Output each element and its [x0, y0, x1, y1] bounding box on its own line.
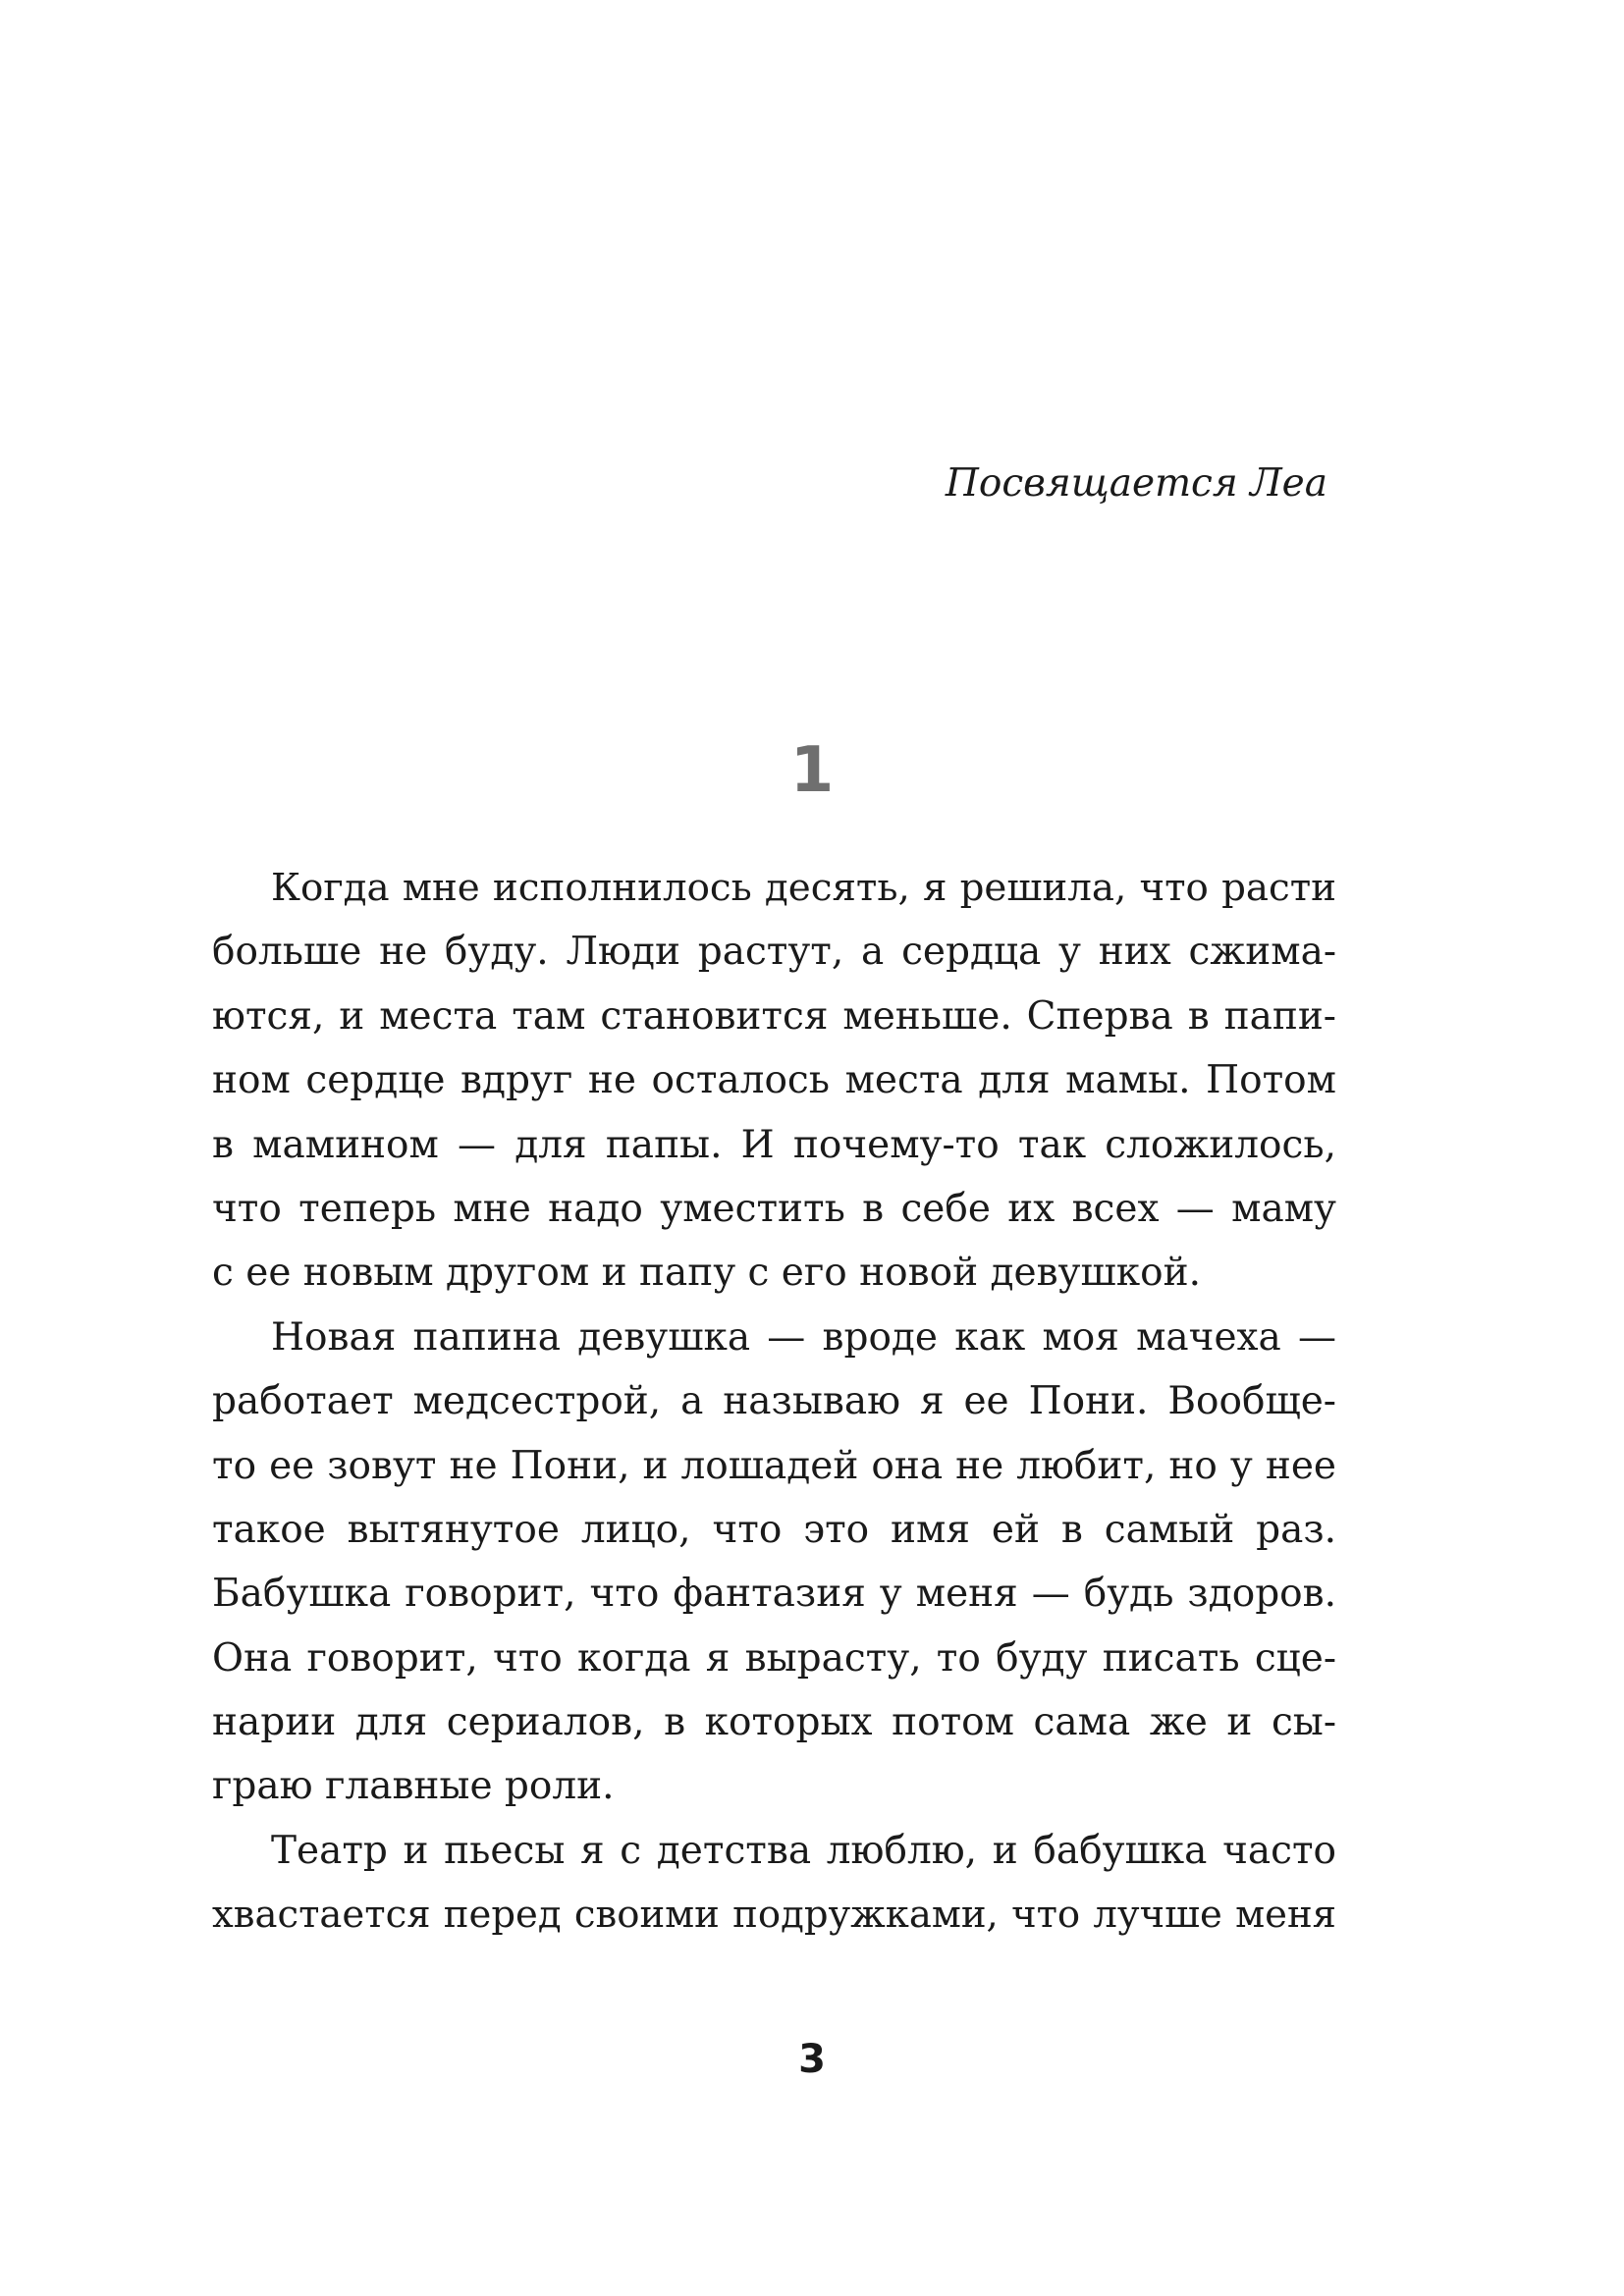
text-line: что теперь мне надо уместить в себе их всех — маму [212, 1186, 1336, 1231]
text-line: с ее новым другом и папу с его новой девушкой. [212, 1251, 1201, 1296]
paragraph [212, 1306, 1336, 1819]
paragraph [212, 856, 1336, 1306]
text-line: в мамином — для папы. И почему-то так сложилось, [212, 1122, 1336, 1167]
text-line: то ее зовут не Пони, и лошадей она не любит, но у нее [212, 1443, 1336, 1488]
body-text [212, 856, 1336, 1948]
text-line: нарии для сериалов, в которых потом сама же и сы- [212, 1700, 1336, 1745]
text-line: больше не буду. Люди растут, а сердца у них сжима- [212, 930, 1336, 975]
page-number: 3 [798, 2037, 826, 2082]
chapter-number: 1 [789, 734, 835, 807]
text-line: Она говорит, что когда я вырасту, то буду писать сце- [212, 1635, 1336, 1681]
text-line: ются, и места там становится меньше. Сперва в папи- [212, 993, 1336, 1039]
text-line: Новая папина девушка — вроде как моя мачеха — [271, 1314, 1336, 1360]
text-line: Когда мне исполнилось десять, я решила, что расти [271, 866, 1336, 910]
text-line: хвастается перед своими подружками, что лучше меня [212, 1893, 1336, 1938]
text-line: работает медсестрой, а называю я ее Пони. Вообще- [212, 1379, 1336, 1424]
dedication: Посвящается Леа [945, 461, 1327, 506]
text-line: Театр и пьесы я с детства люблю, и бабушка часто [271, 1828, 1336, 1873]
text-line: ном сердце вдруг не осталось места для мамы. Потом [212, 1058, 1336, 1103]
text-line: такое вытянутое лицо, что это имя ей в самый раз. [212, 1507, 1336, 1552]
text-line: Бабушка говорит, что фантазия у меня — будь здоров. [212, 1572, 1336, 1617]
paragraph [212, 1819, 1336, 1948]
text-line: граю главные роли. [212, 1764, 615, 1809]
